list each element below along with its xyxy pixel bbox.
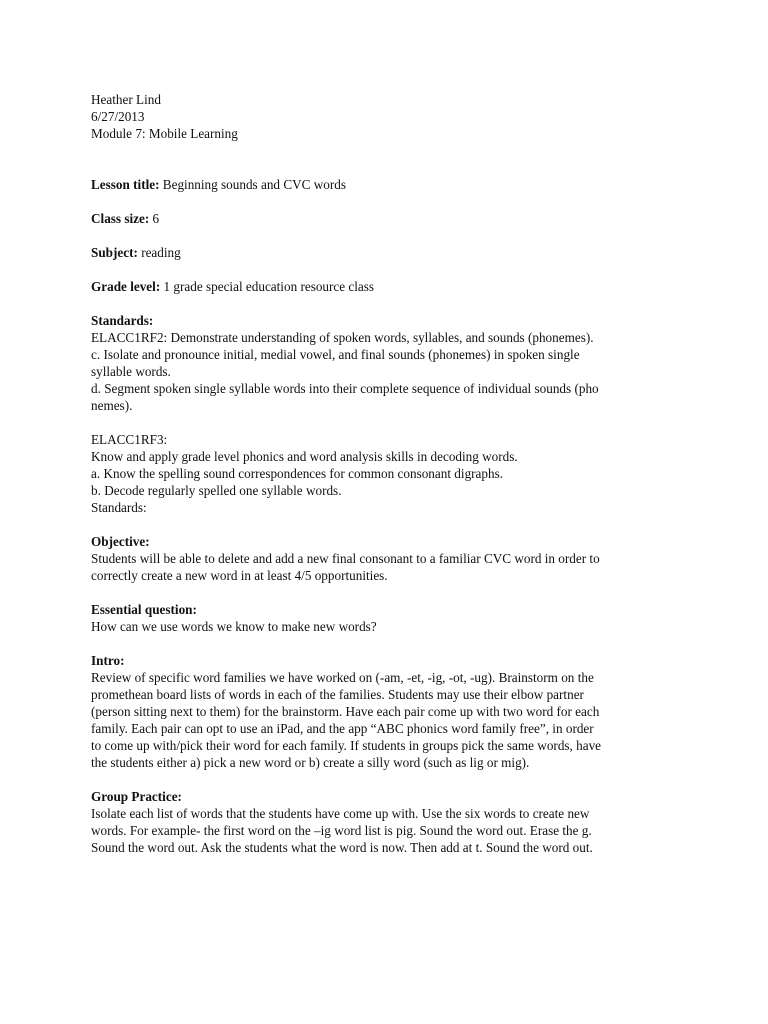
standards-heading: Standards: — [91, 313, 154, 328]
intro-line: Review of specific word families we have worked on (-am, -et, -ig, -ot, -ug). Brainstorm on the — [91, 670, 594, 685]
essential-question-line: How can we use words we know to make new words? — [91, 619, 377, 634]
document-body — [91, 91, 691, 856]
grade-level-value: 1 grade special education resource class — [160, 279, 375, 294]
group-practice-heading: Group Practice: — [91, 789, 182, 804]
group-practice-line: Isolate each list of words that the students have come up with. Use the six words to create new — [91, 806, 590, 821]
class-size-label: Class size: — [91, 211, 150, 226]
group-practice-line: words. For example- the first word on the –ig word list is pig. Sound the word out. Erase the g. — [91, 823, 592, 838]
intro-line: the students either a) pick a new word or b) create a silly word (such as lig or mig). — [91, 755, 530, 770]
standards-line: nemes). — [91, 398, 133, 413]
class-size-value: 6 — [149, 211, 160, 226]
lesson-title-label: Lesson title: — [91, 177, 160, 192]
standards-line: c. Isolate and pronounce initial, medial vowel, and final sounds (phonemes) in spoken single — [91, 347, 580, 362]
objective-line: correctly create a new word in at least 4/5 opportunities. — [91, 568, 388, 583]
subject-row — [91, 244, 691, 261]
lesson-title-row — [91, 176, 691, 193]
standards-line: b. Decode regularly spelled one syllable words. — [91, 483, 342, 498]
standards-line: syllable words. — [91, 364, 171, 379]
intro-line: (person sitting next to them) for the brainstorm. Have each pair come up with two word for each — [91, 704, 600, 719]
grade-level-row — [91, 278, 691, 295]
standards-line: d. Segment spoken single syllable words into their complete sequence of individual sounds (pho — [91, 381, 599, 396]
standards-line: ELACC1RF2: Demonstrate understanding of spoken words, syllables, and sounds (phonemes). — [91, 330, 594, 345]
objective-heading: Objective: — [91, 534, 150, 549]
grade-level-label: Grade level: — [91, 279, 161, 294]
document-date: 6/27/2013 — [91, 109, 145, 124]
module-title: Module 7: Mobile Learning — [91, 126, 238, 141]
standards-line: a. Know the spelling sound correspondences for common consonant digraphs. — [91, 466, 504, 481]
group-practice-line: Sound the word out. Ask the students what the word is now. Then add at t. Sound the word out. — [91, 840, 593, 855]
class-size-row — [91, 210, 691, 227]
essential-question-heading: Essential question: — [91, 602, 197, 617]
intro-line: family. Each pair can opt to use an iPad, and the app “ABC phonics word family free”, in order — [91, 721, 594, 736]
standards-line: ELACC1RF3: — [91, 432, 168, 447]
intro-line: promethean board lists of words in each of the families. Students may use their elbow partner — [91, 687, 584, 702]
intro-line: to come up with/pick their word for each family. If students in groups pick the same words, have — [91, 738, 602, 753]
standards-line: Know and apply grade level phonics and word analysis skills in decoding words. — [91, 449, 518, 464]
lesson-title-value: Beginning sounds and CVC words — [159, 177, 346, 192]
author-name: Heather Lind — [91, 92, 161, 107]
objective-line: Students will be able to delete and add a new final consonant to a familiar CVC word in order to — [91, 551, 600, 566]
subject-label: Subject: — [91, 245, 138, 260]
standards-line: Standards: — [91, 500, 147, 515]
subject-value: reading — [137, 245, 181, 260]
intro-heading: Intro: — [91, 653, 125, 668]
